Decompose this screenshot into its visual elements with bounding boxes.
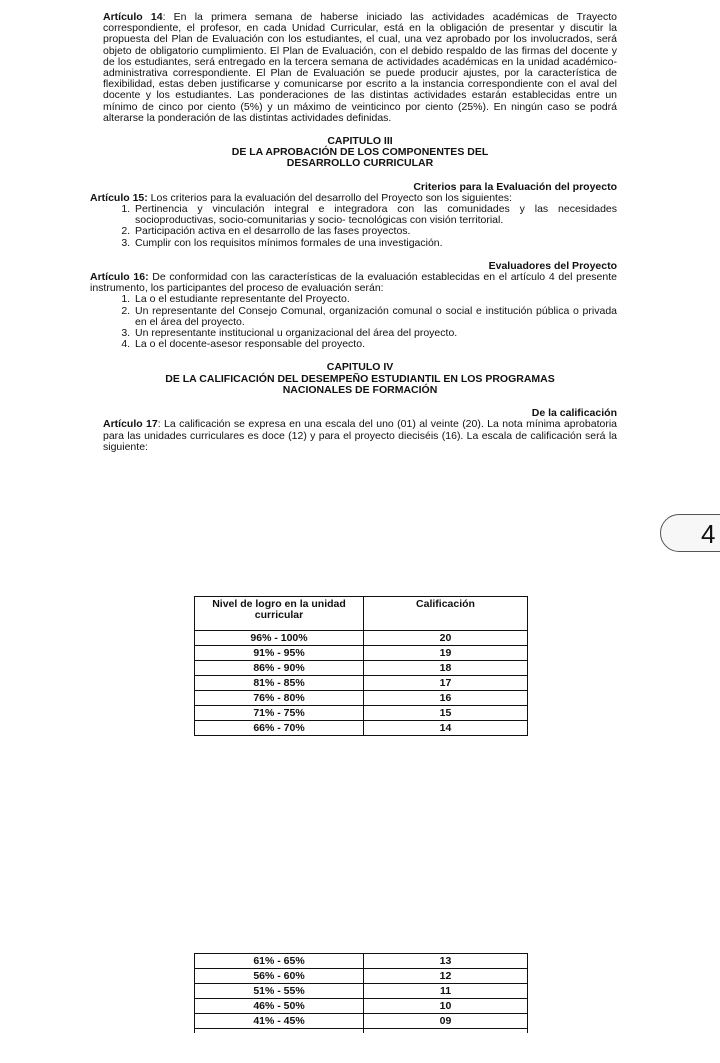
list-item: 2. Un representante del Consejo Comunal, organización comunal o social e institución pública o privada en el área del proyecto.	[133, 306, 617, 328]
article-17-label: Artículo 17	[103, 418, 158, 431]
list-item: 3. Un representante institucional u organizacional del área del proyecto.	[133, 328, 617, 339]
grade-cell: 09	[364, 1014, 528, 1029]
list-item: 3. Cumplir con los requisitos mínimos formales de una investigación.	[133, 238, 617, 249]
article-15-label: Artículo 15:	[90, 191, 148, 204]
article-15-text: Los criterios para la evaluación del desarrollo del Proyecto son los siguientes:	[147, 191, 512, 204]
table-row	[195, 984, 528, 999]
level-cell	[195, 1029, 364, 1034]
level-cell: 76% - 80%	[195, 691, 364, 706]
article-16-list	[103, 294, 617, 350]
page-number-tab: 4	[660, 514, 720, 552]
grade-cell: 10	[364, 999, 528, 1014]
table-row	[195, 691, 528, 706]
grading-scale-table	[194, 596, 528, 736]
grading-scale-table-continued	[194, 953, 528, 1033]
table-row	[195, 706, 528, 721]
table-row	[195, 676, 528, 691]
grade-cell: 11	[364, 984, 528, 999]
table-row	[195, 999, 528, 1014]
level-cell: 46% - 50%	[195, 999, 364, 1014]
evaluadores-heading: Evaluadores del Proyecto	[488, 259, 617, 272]
grade-cell: 17	[364, 676, 528, 691]
table-row	[195, 646, 528, 661]
level-cell: 86% - 90%	[195, 661, 364, 676]
chapter-3-title-line1: DE LA APROBACIÓN DE LOS COMPONENTES DEL	[231, 146, 489, 159]
level-cell: 41% - 45%	[195, 1014, 364, 1029]
level-cell: 91% - 95%	[195, 646, 364, 661]
list-item: 2. Participación activa en el desarrollo de las fases proyectos.	[133, 226, 617, 237]
article-17-text: : La calificación se expresa en una escala del uno (01) al veinte (20). La nota mínima aprobatoria para las unidades curriculares es doce (12) y para el proyecto dieciséis (16). La escala de calificación será la siguiente:	[103, 418, 618, 453]
chapter-4-heading	[103, 362, 617, 396]
article-16-label: Artículo 16:	[90, 271, 149, 284]
level-cell: 51% - 55%	[195, 984, 364, 999]
grade-cell: 16	[364, 691, 528, 706]
chapter-3-heading	[103, 136, 617, 170]
list-item: 4. La o el docente-asesor responsable del proyecto.	[133, 339, 617, 350]
article-14-label: Artículo 14	[103, 11, 163, 23]
chapter-4-title-line1: DE LA CALIFICACIÓN DEL DESEMPEÑO ESTUDIANTIL EN LOS PROGRAMAS	[165, 372, 555, 385]
table-row	[195, 661, 528, 676]
article-16-paragraph	[90, 272, 617, 294]
grade-cell: 14	[364, 721, 528, 736]
list-item: 1. Pertinencia y vinculación integral e integradora con las comunidades y las necesidades socioproductivas, socio-comunitarias y socio- tecnológicas con visión territorial.	[133, 204, 617, 226]
level-cell: 96% - 100%	[195, 631, 364, 646]
chapter-4-title-line2: NACIONALES DE FORMACIÓN	[282, 383, 438, 396]
list-item: 1. La o el estudiante representante del Proyecto.	[133, 294, 617, 305]
level-cell: 61% - 65%	[195, 954, 364, 969]
grade-cell: 15	[364, 706, 528, 721]
header-grade: Calificación	[364, 597, 528, 631]
table-row-cut-off	[195, 1029, 528, 1034]
article-14-text: : En la primera semana de haberse iniciado las actividades académicas de Trayecto correspondiente, el profesor, en cada Unidad Curricular, está en la obligación de presentar y discutir la propuesta del Plan de Evaluación con los estudiantes, el cual, una vez aprobado por los involucrados, será objeto de obligatorio cumplimiento. El Plan de Evaluación, con el debido respaldo de las firmas del docente y de los estudiantes, será entregado en la tercera semana de actividades académicas en la unidad académico-administrativa correspondiente. El Plan de Evaluación se puede producir ajustes, por la característica de flexibilidad, estas deben justificarse y comunicarse por escrito a la instancia correspondiente con el aval del docente y los estudiantes. Las ponderaciones de las distintas actividades estarán establecidas entre un mínimo de cinco por ciento (5%) y un máximo de veinticinco por ciento (25%). En ningún caso se podrá alterarse la ponderación de las distintas actividades definidas.	[103, 11, 618, 124]
criterios-heading: Criterios para la Evaluación del proyecto	[413, 180, 617, 193]
table-row	[195, 631, 528, 646]
level-cell: 66% - 70%	[195, 721, 364, 736]
table-row	[195, 1014, 528, 1029]
grade-cell: 20	[364, 631, 528, 646]
level-cell: 56% - 60%	[195, 969, 364, 984]
grade-cell: 19	[364, 646, 528, 661]
table-row	[195, 969, 528, 984]
level-cell: 71% - 75%	[195, 706, 364, 721]
chapter-3-title-line2: DESARROLLO CURRICULAR	[286, 157, 434, 170]
article-15-list	[103, 204, 617, 249]
level-cell: 81% - 85%	[195, 676, 364, 691]
chapter-3-number: CAPITULO III	[327, 135, 393, 148]
header-achievement-level: Nivel de logro en la unidad curricular	[195, 597, 364, 631]
table-header-row	[195, 597, 528, 631]
grade-cell: 13	[364, 954, 528, 969]
article-14-paragraph	[103, 12, 617, 124]
grade-cell	[364, 1029, 528, 1034]
article-16-text: De conformidad con las características de la evaluación establecidas en el artículo 4 del presente instrumento, los participantes del proceso de evaluación serán:	[90, 271, 617, 295]
article-17-paragraph	[103, 419, 617, 453]
grade-cell: 12	[364, 969, 528, 984]
grade-cell: 18	[364, 661, 528, 676]
table-row	[195, 954, 528, 969]
document-body	[90, 11, 618, 453]
chapter-4-number: CAPITULO IV	[326, 361, 394, 374]
table-row	[195, 721, 528, 736]
calificacion-heading: De la calificación	[531, 407, 617, 420]
